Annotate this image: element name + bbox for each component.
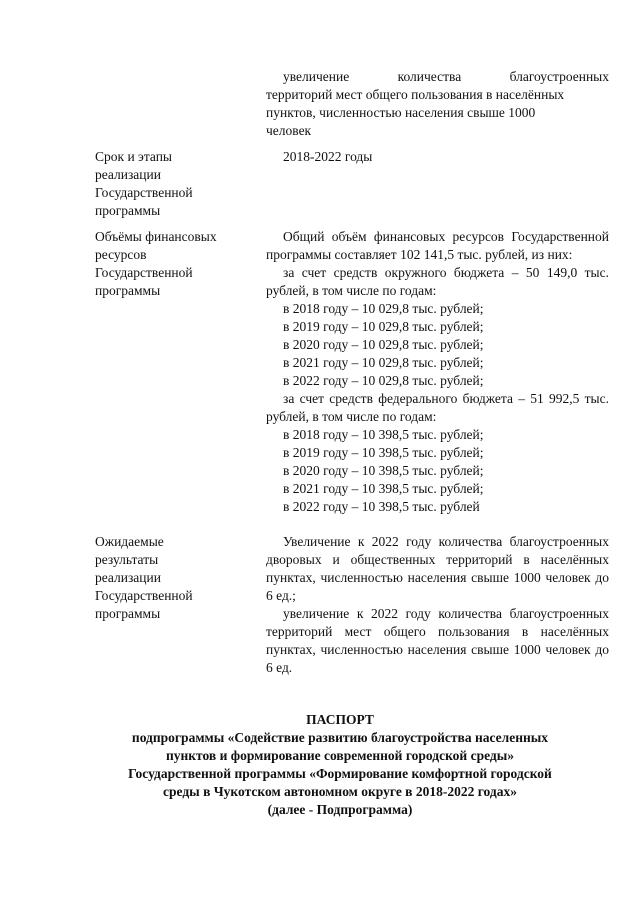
district-year-2019: в 2019 году – 10 029,8 тыс. рублей; — [283, 319, 484, 334]
top-word-3: благоустроенных — [509, 69, 609, 84]
federal-year-2018: в 2018 году – 10 398,5 тыс. рублей; — [283, 427, 484, 442]
row-results-label: Ожидаемые результаты реализации Государственной программы — [95, 534, 193, 621]
top-line-3: пунктов, численностью населения свыше 1000 — [266, 105, 536, 120]
heading-line-2: пунктов и формирование современной городской среды» — [165, 748, 515, 763]
row-finance-value — [266, 228, 609, 516]
top-first-line — [266, 68, 609, 86]
finance-district: за счет средств окружного бюджета – 50 149,0 тыс. рублей, в том числе по годам: — [266, 265, 609, 298]
passport-heading — [60, 711, 620, 819]
top-line-4: человек — [266, 123, 312, 138]
top-word-1: увеличение — [283, 69, 350, 84]
top-line-2: территорий мест общего пользования в населённых — [266, 87, 565, 102]
district-year-2022: в 2022 году – 10 029,8 тыс. рублей; — [283, 373, 484, 388]
row-results-value — [266, 533, 609, 677]
row-term-value: 2018-2022 годы — [283, 149, 373, 164]
district-year-2020: в 2020 году – 10 029,8 тыс. рублей; — [283, 337, 484, 352]
heading-line-4: среды в Чукотском автономном округе в 2018-2022 годах» — [163, 784, 517, 799]
heading-line-3: Государственной программы «Формирование комфортной городской — [128, 766, 552, 781]
result-2: увеличение к 2022 году количества благоустроенных территорий мест общего пользования в населённых пунктах, численностью населения свыше 1000 человек до 6 ед. — [266, 606, 609, 675]
finance-federal: за счет средств федерального бюджета – 51 992,5 тыс. рублей, в том числе по годам: — [266, 391, 609, 424]
federal-year-2020: в 2020 году – 10 398,5 тыс. рублей; — [283, 463, 484, 478]
result-1: Увеличение к 2022 году количества благоустроенных дворовых и общественных территорий в населённых пунктах, численностью населения свыше 1000 человек до 6 ед.; — [266, 534, 609, 603]
federal-year-2019: в 2019 году – 10 398,5 тыс. рублей; — [283, 445, 484, 460]
finance-intro: Общий объём финансовых ресурсов Государственной программы составляет 102 141,5 тыс. рублей, из них: — [266, 229, 609, 262]
heading-line-5: (далее - Подпрограмма) — [267, 802, 413, 817]
district-year-2018: в 2018 году – 10 029,8 тыс. рублей; — [283, 301, 484, 316]
district-year-2021: в 2021 году – 10 029,8 тыс. рублей; — [283, 355, 484, 370]
federal-year-2022: в 2022 году – 10 398,5 тыс. рублей — [283, 499, 480, 514]
top-continuation-text — [266, 68, 609, 140]
row-term-label: Срок и этапы реализации Государственной программы — [95, 149, 193, 218]
passport-title: ПАСПОРТ — [306, 712, 374, 727]
heading-line-1: подпрограммы «Содействие развитию благоустройства населенных — [131, 730, 549, 745]
federal-year-2021: в 2021 году – 10 398,5 тыс. рублей; — [283, 481, 484, 496]
top-word-2: количества — [397, 69, 462, 84]
row-finance-label: Объёмы финансовых ресурсов Государственной программы — [95, 229, 217, 298]
